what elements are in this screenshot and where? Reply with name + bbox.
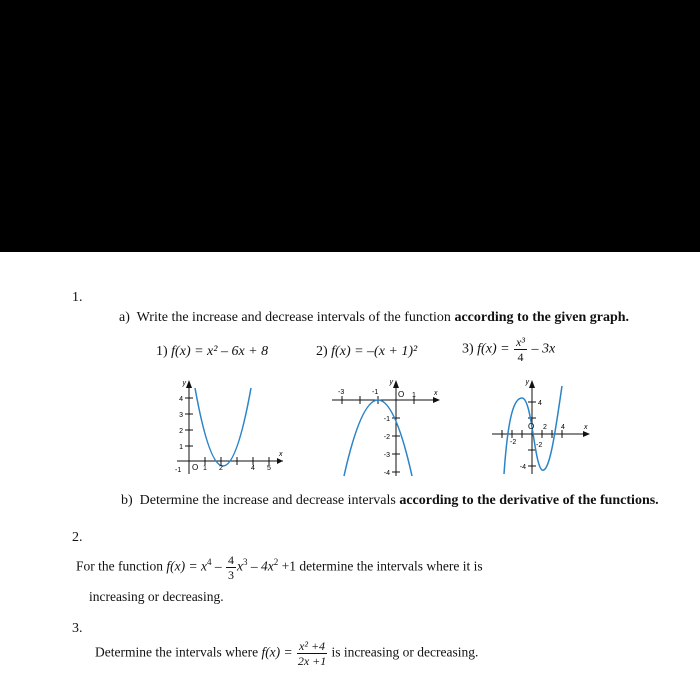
graph-2-y-label: y	[389, 379, 393, 386]
question-2-fraction-denominator: 3	[227, 568, 234, 582]
function-1-expression: f(x) = x² – 6x + 8	[171, 344, 269, 359]
function-3-numerator: x³	[516, 335, 525, 349]
graph-3-xtick-neg2: -2	[510, 439, 517, 446]
graph-3-xtick-4: 4	[561, 424, 565, 431]
question-2-fraction-numerator: 4	[227, 553, 234, 567]
function-2	[316, 344, 417, 360]
question-2-fraction	[226, 554, 236, 581]
question-2-minus: –	[214, 558, 222, 574]
question-1b	[121, 493, 659, 509]
question-3-fraction-numerator: x² +4	[299, 639, 326, 653]
part-a-label: a)	[119, 310, 130, 325]
graph-2-xtick-neg1: -1	[372, 389, 379, 396]
graph-3-ytick-neg2: -2	[536, 442, 543, 449]
question-2-term3: – 4x	[250, 558, 274, 574]
graph-3-ytick-neg4: -4	[519, 464, 526, 471]
question-2-exp3: 3	[242, 557, 248, 568]
graph-3-ytick-4: 4	[538, 400, 542, 407]
function-2-label: 2)	[316, 344, 328, 359]
function-3-label: 3)	[462, 341, 474, 357]
function-3-rest: – 3x	[531, 341, 556, 357]
part-a-text: Write the increase and decrease intervals of the function	[136, 310, 451, 325]
graph-1-x-arrow	[277, 458, 283, 464]
graph-1-y-arrow	[186, 380, 192, 388]
question-2-x3: x	[236, 558, 243, 574]
graph-1-xtick-4: 4	[251, 465, 255, 472]
question-2-term4: +1	[281, 558, 296, 574]
graph-3-x-label: x	[584, 424, 588, 431]
graph-3-xtick-2: 2	[543, 424, 547, 431]
question-3-line	[95, 640, 478, 667]
question-2-intro: For the function	[76, 558, 163, 574]
question-2-exp2: 2	[273, 557, 279, 568]
graph-1-xtick-5: 5	[267, 465, 271, 472]
graph-1-parabola	[195, 388, 251, 466]
question-2-lhs: f(x) = x	[166, 558, 207, 574]
question-3-fraction-denominator: 2x +1	[297, 654, 327, 668]
graph-2-y-arrow	[393, 380, 399, 388]
part-b-bold: according to the derivative of the functions.	[399, 493, 659, 508]
graph-1-ytick-4: 4	[179, 396, 183, 403]
question-2-number: 2.	[72, 530, 83, 545]
graph-3-y-arrow	[529, 380, 535, 388]
function-3-fraction	[514, 336, 527, 363]
graph-1	[165, 376, 290, 476]
graph-1-ytick-3: 3	[179, 412, 183, 419]
question-3-fraction	[297, 640, 327, 667]
graph-2-xtick-1: 1	[412, 392, 416, 399]
graph-1-x-label: x	[279, 451, 283, 458]
graph-1-ytick-1: 1	[179, 444, 183, 451]
graph-3-x-arrow	[583, 431, 590, 437]
question-2-line-2: increasing or decreasing.	[89, 589, 224, 604]
graph-1-ytick-2: 2	[179, 428, 183, 435]
question-1-number: 1.	[72, 290, 83, 305]
graph-1-y-label: y	[182, 380, 186, 387]
graph-2-x-label: x	[434, 390, 438, 397]
black-redaction-band	[0, 0, 700, 252]
graph-2-origin: O	[398, 390, 405, 399]
question-3-outro: is increasing or decreasing.	[331, 644, 479, 660]
function-1	[156, 344, 268, 360]
graph-2-x-arrow	[433, 397, 440, 403]
question-2-exp4: 4	[206, 557, 212, 568]
graph-1-origin: O	[192, 463, 199, 472]
question-3-number: 3.	[72, 621, 83, 636]
graph-3-origin: O	[528, 422, 535, 431]
graph-2-ytick-neg1: -1	[383, 416, 390, 423]
function-3-lhs: f(x) =	[477, 341, 510, 357]
graph-2	[330, 376, 445, 478]
question-2-outro: determine the intervals where it is	[299, 558, 483, 574]
part-b-label: b)	[121, 493, 133, 508]
question-1a	[119, 310, 629, 326]
graph-2-ytick-neg2: -2	[383, 434, 390, 441]
question-2-line-1	[76, 554, 483, 581]
function-3	[462, 336, 555, 363]
function-1-label: 1)	[156, 344, 168, 359]
graph-1-xtick-2: 2	[219, 465, 223, 472]
graph-1-xtick-neg1: -1	[175, 467, 182, 474]
graph-3	[488, 376, 598, 478]
question-3-intro: Determine the intervals where	[95, 644, 259, 660]
graph-3-y-label: y	[525, 379, 529, 386]
function-2-expression: f(x) = –(x + 1)²	[331, 344, 418, 359]
function-3-denominator: 4	[517, 350, 524, 364]
question-3-lhs: f(x) =	[261, 644, 293, 660]
graph-2-ytick-neg3: -3	[383, 452, 390, 459]
graph-1-xtick-1: 1	[203, 465, 207, 472]
part-a-bold: according to the given graph.	[454, 310, 630, 325]
part-b-text: Determine the increase and decrease intervals	[139, 493, 396, 508]
graph-2-parabola	[344, 400, 412, 476]
graph-2-xtick-neg3: -3	[338, 389, 345, 396]
graph-2-ytick-neg4: -4	[383, 470, 390, 477]
